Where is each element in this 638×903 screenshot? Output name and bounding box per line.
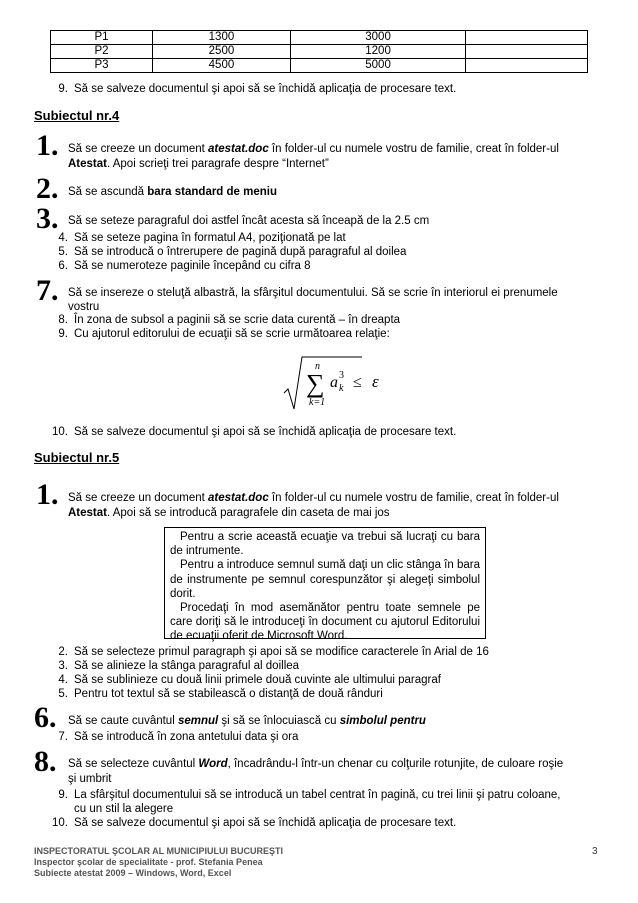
list-number: 6. (34, 701, 57, 734)
box-paragraph: Pentru a introduce semnul sumă daţi un clic stânga în bara de instrumente pe semnul corespunzător şi alegeţi simbolul dorit. (170, 559, 480, 600)
list-item: 8. În zona de subsol a paginii să se scrie data curentă – în dreapta (58, 314, 401, 326)
list-number: 8. (34, 745, 57, 778)
subscript: k (339, 383, 344, 394)
list-item: 9. Cu ajutorul editorului de ecuaţii să se scrie următoarea relaţie: (58, 328, 390, 340)
list-number: 1. (36, 478, 59, 511)
sum-symbol: ∑ (306, 369, 325, 398)
list-item-continuation: vostru (68, 301, 100, 313)
list-item: Să se creeze un document atestat.doc în folder-ul cu numele vostru de familie, creat în folder-ul (68, 143, 559, 155)
table-cell (466, 45, 588, 59)
page-number: 3 (592, 846, 598, 857)
table-cell: 5000 (290, 59, 465, 73)
equation (282, 355, 402, 411)
footer-line: INSPECTORATUL ŞCOLAR AL MUNICIPIULUI BUCUREŞTI (34, 846, 284, 856)
table-row (51, 31, 588, 45)
table-cell: P1 (51, 31, 153, 45)
box-paragraph: Procedaţi în mod asemănător pentru toate semnele pe care doriţi să le introduceţi în document cu ajutorul Editorului de ecuaţii oferit de Microsoft Word. (170, 602, 480, 643)
section-title: Subiectul nr.4 (34, 108, 120, 123)
list-item-continuation: Atestat. Apoi scrieţi trei paragrafe despre “Internet” (68, 158, 329, 170)
footer-line: Inspector şcolar de specialitate - prof. Stefania Penea (34, 857, 263, 867)
list-item: Să se creeze un document atestat.doc în folder-ul cu numele vostru de familie, creat în folder-ul (68, 492, 559, 504)
table-cell: P2 (51, 45, 153, 59)
list-number: 3. (36, 202, 59, 235)
list-item: 5. Să se introducă o întrerupere de pagină după paragraful al doilea (58, 246, 407, 258)
list-item: 10. Să se salveze documentul şi apoi să se închidă aplicaţia de procesare text. (52, 426, 457, 438)
footer-line: Subiecte atestat 2009 – Windows, Word, Excel (34, 868, 232, 878)
list-item-continuation: şi umbrit (68, 773, 112, 785)
list-item: 10. Să se salveze documentul şi apoi să se închidă aplicaţia de procesare text. (52, 817, 457, 829)
table-cell (466, 31, 588, 45)
list-item: 9. La sfârşitul documentului să se introducă un tabel centrat în pagină, cu trei linii şi patru coloane, (58, 789, 561, 801)
text-box (164, 527, 486, 643)
relation: ≤ (353, 374, 362, 391)
table-cell: 2500 (153, 45, 291, 59)
list-item: 2. Să se selecteze primul paragraph şi apoi să se modifice caracterele în Arial de 16 (58, 646, 489, 658)
sum-upper-limit: n (315, 361, 320, 372)
list-number: 2. (36, 172, 59, 205)
list-item: 4. Să se seteze pagina în formatul A4, poziţionată pe lat (58, 232, 346, 244)
list-item: Să se seteze paragraful doi astfel încât acesta să înceapă de la 2.5 cm (68, 215, 430, 227)
list-item: 7. Să se introducă în zona antetului data şi ora (58, 731, 299, 743)
list-item: Să se selecteze cuvântul Word, încadrându-l într-un chenar cu colţurile rotunjite, de culoare roşie (68, 758, 564, 770)
table-cell: 4500 (153, 59, 291, 73)
table-row (51, 45, 588, 59)
epsilon: ε (372, 372, 379, 391)
list-item: 9. Să se salveze documentul şi apoi să se închidă aplicaţia de procesare text. (58, 83, 457, 95)
table-cell: P3 (51, 59, 153, 73)
list-number: 1. (36, 129, 59, 162)
list-item: 5. Pentru tot textul să se stabilească o distanţă de două rânduri (58, 688, 383, 700)
table-cell: 1300 (153, 31, 291, 45)
section-title: Subiectul nr.5 (34, 450, 120, 465)
list-item: Să se caute cuvântul semnul şi să se înlocuiască cu simbolul pentru (68, 715, 426, 727)
variable: a (330, 374, 338, 391)
sum-lower-limit: k=1 (309, 397, 326, 408)
list-item: Să se insereze o steluţă albastră, la sfârşitul documentului. Să se scrie în interiorul ei prenumele (68, 287, 558, 299)
box-paragraph: Pentru a scrie această ecuaţie va trebui să lucraţi cu bara de intrumente. (170, 531, 480, 558)
list-item-continuation: cu un stil la alegere (74, 803, 174, 815)
list-item: 4. Să se sublinieze cu două linii primele două cuvinte ale ultimului paragraf (58, 674, 441, 686)
list-item: 6. Să se numeroteze paginile începând cu cifra 8 (58, 260, 311, 272)
list-item: Să se ascundă bara standard de meniu (68, 186, 278, 198)
list-item-continuation: Atestat. Apoi să se introducă paragrafele din caseta de mai jos (68, 507, 390, 519)
list-item: 3. Să se alinieze la stânga paragraful al doillea (58, 660, 300, 672)
table-cell: 3000 (290, 31, 465, 45)
table-cell: 1200 (290, 45, 465, 59)
superscript: 3 (339, 370, 344, 381)
data-table (50, 30, 588, 73)
table-cell (466, 59, 588, 73)
table-row (51, 59, 588, 73)
list-number: 7. (36, 274, 59, 307)
